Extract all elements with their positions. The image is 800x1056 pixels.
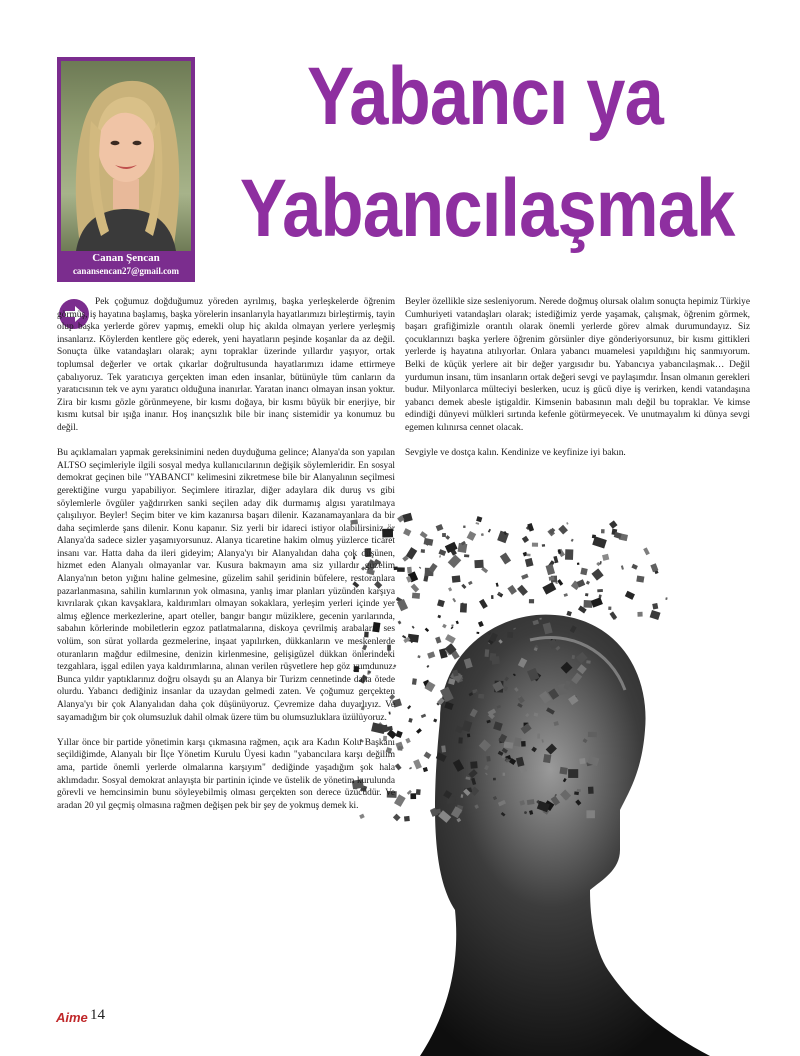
shard [439, 555, 441, 557]
shard [503, 773, 506, 776]
shard [592, 534, 596, 538]
paragraph-right-1: Beyler özellikle size sesleniyorum. Nerede doğmuş olursak olalım sonuçta hepimiz Türkiye Cumhuriyeti vatandaşları olarak; istediğimiz yerde yaşamak, çalışmak, öğrenim görmek, başarı grafiğimizle orantılı olarak önemli yerlerde görev almak durumundayız. Siz çocuklarınızı başka yerlere öğrenim görsünler diye gönderiyorsunuz, bir kısmı gittikleri yerlerde iş hayatına atılıyorlar. Onlara yabancı muamelesi yapıldığını hiç sanmıyorum. Belki de küçük yerlere ait bir değer yargısıdır bu. Yabancıya yabancılaşmak… Değil yurdumun insanı, tüm insanların ortak değeri sevgi ve paylaşımdır. İnsan olmanın gerekleri budur. Milyonlarca mülteciyi beslerken, ucuz iş gücü diye iş verirken, kendi vatandaşına yabancı demek abesle iştigaldir. Kimsenin babasının malı değil bu topraklar. Ve kimse edindiği dünyevi mülkleri sırtında kefenle götürmeyecek. Ve unutmayalım ki dünya sevgi egemen kılınırsa cennet olacak. [405, 297, 750, 433]
shard [398, 620, 402, 624]
shard [435, 637, 441, 644]
shard [580, 568, 587, 576]
shard [643, 547, 650, 555]
shard [438, 549, 446, 556]
shard [637, 612, 642, 617]
shard [491, 656, 499, 665]
article-title-line1: Yabancı ya [307, 51, 663, 142]
shard [601, 529, 605, 533]
shard [625, 591, 635, 600]
shard [479, 599, 488, 609]
shard [467, 733, 470, 737]
paragraph-body-1-text: Bu açıklamaları yapmak gereksinimini neden duyduğuma gelince; Alanya'da son yapılan ALTSO seçimleriyle ilgili sosyal medya kullanıcılarının değişik söylemleridir. En sosyal demokrat geçinen bile "YABANCI" kelimesini zikretmese bile bir Alanyalının seçilmesi gerektiğine vurgu yapabiliyor. Seçimlere itirazlar, diğer adaylara dik duruş vs gibi söylemlerle övgüler yağdırırken sanki seçilen aday dik durmamış algısı yaratılmaya çalışılıyor. Beyler! Seçim biter ve kim kazanırsa başarı dilenir. Kazanamayanlara da bir daha seçimlerde şans dilenir. Konu kapanır. Siz yerli bir idareci istiyor olabilirsiniz ör Alanya'da sadece sizler yaşamıyorsunuz. Alanya ticaretine hakim olmuş yüzlerce ticaret insanı var. Hatta daha da ileri gideyim; Alanya'yı bir Alanyalıdan daha çok düşünen, hizmet eden Alanyalı olmayanlar var. Kusura bakmayın ama siz yıllardır güzelim Alanya'nın beton yığını haline gelmesine, güzelim sahil şeridinin büfelere, restoranlara pazarlanmasına, sahilin kumlarının yok olmasına, yanlış imar planları yüzünden karşıya kıvrılarak çıkan kavşaklara, kaldırımları olmayan sokaklara, yerleşim yerleri içinde yer almış eğlence merkezlerine, apart oteller, bangır bangır müziklere, gecenin yarılarında, sabahın körlerinde mobiletlerin egzoz patlatmalarına, diskoya çevrilmiş arabaların ses volüm, son sürat yollarda gezmelerine, inşaat yapılırken, dükkanların ve meskenlerde oturanların mağdur edilmesine, denizin kirlenmesine, gelişigüzel dükkan önlerindeki tezgahlara, işgal edilen yaya kaldırımlarına, alınan verilen rüşvetlere hep göz yumdunuz. Bunca yıldır yaptıklarınız doğru olsaydı şu an Alanya bir Turizm cennetinde daha ötede olurdu. Yabancı dediğiniz insanlar da uzaydan gelmedi zaten. Ve çoğumuz gerçekten Alanya'yı bir çok Alanyalıdan daha çok düşünüyoruz. Çevremize daha duyarlıyız. Ve sayamadığım bir çok olumsuzluk dahil olmak üzere tüm bu olumsuzluklara üzülüyoruz. [57, 448, 395, 723]
shard [417, 655, 420, 658]
shard [423, 767, 428, 772]
shard [405, 738, 410, 744]
paragraph-body-2: Yıllar önce bir partide yönetimin karşı çıkmasına rağmen, açık ara Kadın Kolu Başkanı seçildiğimde, Alanyalı bir İlçe Yönetim Kurulu Üyesi kadın "yabancılara karşı değilim ama, partide önemli yerlerde olmalarına karşıyım" dediğinde yaşadığım şok hala aklımdadır. Sosyal demokrat anlayışta bir partinin içinde ve üstelik de yönetim kurulunda görevli ve hemcinsimin bunu söyleyebilmiş olması gerçekten son derece üzücüdür. Ve aradan 20 yıl geçmiş olmasına rağmen değişen pek bir şey de yokmuş demek ki. [57, 737, 395, 811]
shard [476, 632, 479, 634]
shard [588, 732, 597, 738]
shard [437, 615, 441, 619]
shard [486, 756, 490, 762]
shard [412, 593, 420, 599]
shard [608, 607, 611, 610]
shard [445, 634, 456, 644]
shard [402, 635, 406, 639]
shard [478, 694, 484, 699]
shard [636, 575, 644, 582]
shard [650, 610, 661, 620]
shard [409, 767, 412, 770]
shard [559, 767, 567, 775]
shard [421, 549, 425, 553]
shard [427, 651, 435, 658]
shard [585, 593, 588, 596]
shard [591, 568, 603, 580]
shard [476, 522, 480, 525]
shard [568, 769, 578, 778]
shard [493, 778, 496, 781]
shard [621, 565, 624, 569]
shard [485, 649, 490, 657]
shard [527, 523, 534, 532]
shard [425, 628, 429, 632]
shard [488, 529, 491, 533]
shard [525, 558, 534, 567]
shard [448, 554, 462, 568]
shard [491, 595, 493, 599]
author-portrait-image [61, 61, 191, 251]
shard [478, 621, 484, 627]
shard [424, 752, 432, 759]
shard [416, 789, 421, 795]
paragraph-closing: Sevgiyle ve dostça kalın. Kendinize ve keyfinize iyi bakın. [405, 448, 626, 459]
shard [555, 582, 558, 584]
shard [574, 791, 579, 795]
shard [436, 524, 444, 531]
shard [458, 737, 462, 743]
shard [543, 754, 551, 763]
paragraph-body-1 [57, 447, 395, 724]
shard [411, 584, 420, 593]
shard [665, 597, 667, 600]
shard [419, 567, 421, 569]
shard [597, 589, 603, 592]
shard [426, 665, 429, 668]
shard [566, 611, 572, 617]
shard [412, 626, 415, 629]
shard [441, 745, 446, 752]
shard [507, 632, 513, 638]
shard [565, 549, 573, 560]
shard [521, 574, 528, 580]
shard [577, 563, 580, 565]
shard [451, 626, 454, 629]
shard [586, 810, 594, 818]
shard [420, 531, 428, 538]
shard [407, 705, 411, 709]
shard [500, 552, 511, 564]
shard [542, 544, 545, 547]
shard [546, 564, 556, 575]
shard [451, 624, 454, 626]
shard [591, 597, 603, 607]
shard [571, 539, 574, 542]
shard [433, 718, 437, 722]
shard [474, 560, 483, 568]
shard [521, 741, 526, 747]
shard [532, 543, 538, 547]
shard [476, 692, 479, 695]
shard [416, 728, 422, 734]
shard [468, 581, 473, 585]
shard [407, 567, 412, 574]
shard [460, 603, 467, 612]
shard [507, 585, 517, 595]
shard [467, 531, 477, 541]
shard [410, 793, 416, 799]
shard [461, 584, 466, 589]
shard [542, 582, 556, 595]
shard [413, 759, 422, 769]
shard [442, 624, 447, 629]
shard [445, 535, 450, 540]
shard [424, 538, 434, 546]
paragraph-intro: Pek çoğumuz doğduğumuz yöreden ayrılmış, başka yerleşkelerde öğrenim görmüş, iş hayatına başlamış, başka yörelerin insanlarıyla hayatlarımızı birleştirmiş, tayin olup başka yerlerde görev yapmış, emekli olup hiç akılda olmayan yerlere yerleşmiş insanlarız. Köylerden kentlere göç ederek, yeni hayatların peşinde koşanlar da az değil. Sonuçta ülke vatandaşları olarak; aynı topraklar üzerinde yıllardır yaşıyor, ortak toplumsal değerler ve ortak çıkarlar doğrultusunda hayatlarımızı idame ettirmeye çabalıyoruz. Tek yaratıcıya gerçekten iman eden insanlar, bütünüyle tüm canların da yaratıcısının tek ve aynı yaratıcı olduğuna inanırlar. Yaratan inancı olmayan insan yoktur. Zira bir kısmı gözle görünmeyene, bir kısmı doğaya, bir kısmı büyük bir enerjiye, bir kısmı kutsal bir ışığa inanır. Hoş inançsızlık bile bir inanç sistemidir ya konumuz bu değil. [57, 297, 395, 433]
shard [481, 533, 484, 536]
shard [476, 516, 482, 522]
shard [609, 520, 617, 528]
shard [537, 733, 540, 738]
shard [395, 731, 402, 738]
shard [588, 787, 594, 794]
shard [517, 585, 528, 596]
shard [558, 525, 568, 535]
shard [527, 799, 535, 805]
shard [403, 528, 411, 536]
shard [470, 761, 477, 769]
shard [599, 561, 601, 565]
shard [564, 593, 568, 597]
author-card [57, 57, 195, 282]
shard [631, 564, 638, 570]
shard [398, 746, 403, 751]
shard [496, 583, 499, 587]
shard [463, 525, 465, 528]
shard [456, 621, 459, 625]
shard [602, 554, 609, 561]
shard [442, 533, 446, 537]
shard [404, 816, 410, 822]
author-photo [61, 61, 191, 251]
shard [448, 587, 452, 591]
article-column-right [405, 296, 750, 472]
shard [566, 522, 568, 525]
article-column-left [57, 296, 395, 825]
shard [421, 714, 426, 718]
shard [408, 718, 412, 723]
shard [464, 554, 469, 557]
shard [412, 678, 417, 685]
shard [397, 567, 405, 571]
shard [586, 581, 590, 585]
shard [504, 741, 514, 748]
shard [437, 599, 445, 607]
shard [549, 576, 555, 581]
article-title-line2: Yabancılaşmak [239, 163, 735, 254]
shard [402, 513, 413, 523]
shard [452, 598, 456, 602]
magazine-logo: Aime [56, 1010, 88, 1025]
shard [395, 763, 402, 770]
shard [557, 579, 563, 586]
shard [522, 536, 529, 543]
shard [529, 599, 534, 603]
shard [526, 554, 530, 557]
author-email: canansencan27@gmail.com [72, 266, 180, 276]
shard [652, 603, 658, 609]
shard [497, 531, 509, 544]
shard [452, 575, 461, 582]
shard [579, 758, 585, 764]
page-number: 14 [90, 1007, 105, 1023]
shard [586, 660, 591, 664]
author-name: Canan Şencan [92, 252, 160, 264]
